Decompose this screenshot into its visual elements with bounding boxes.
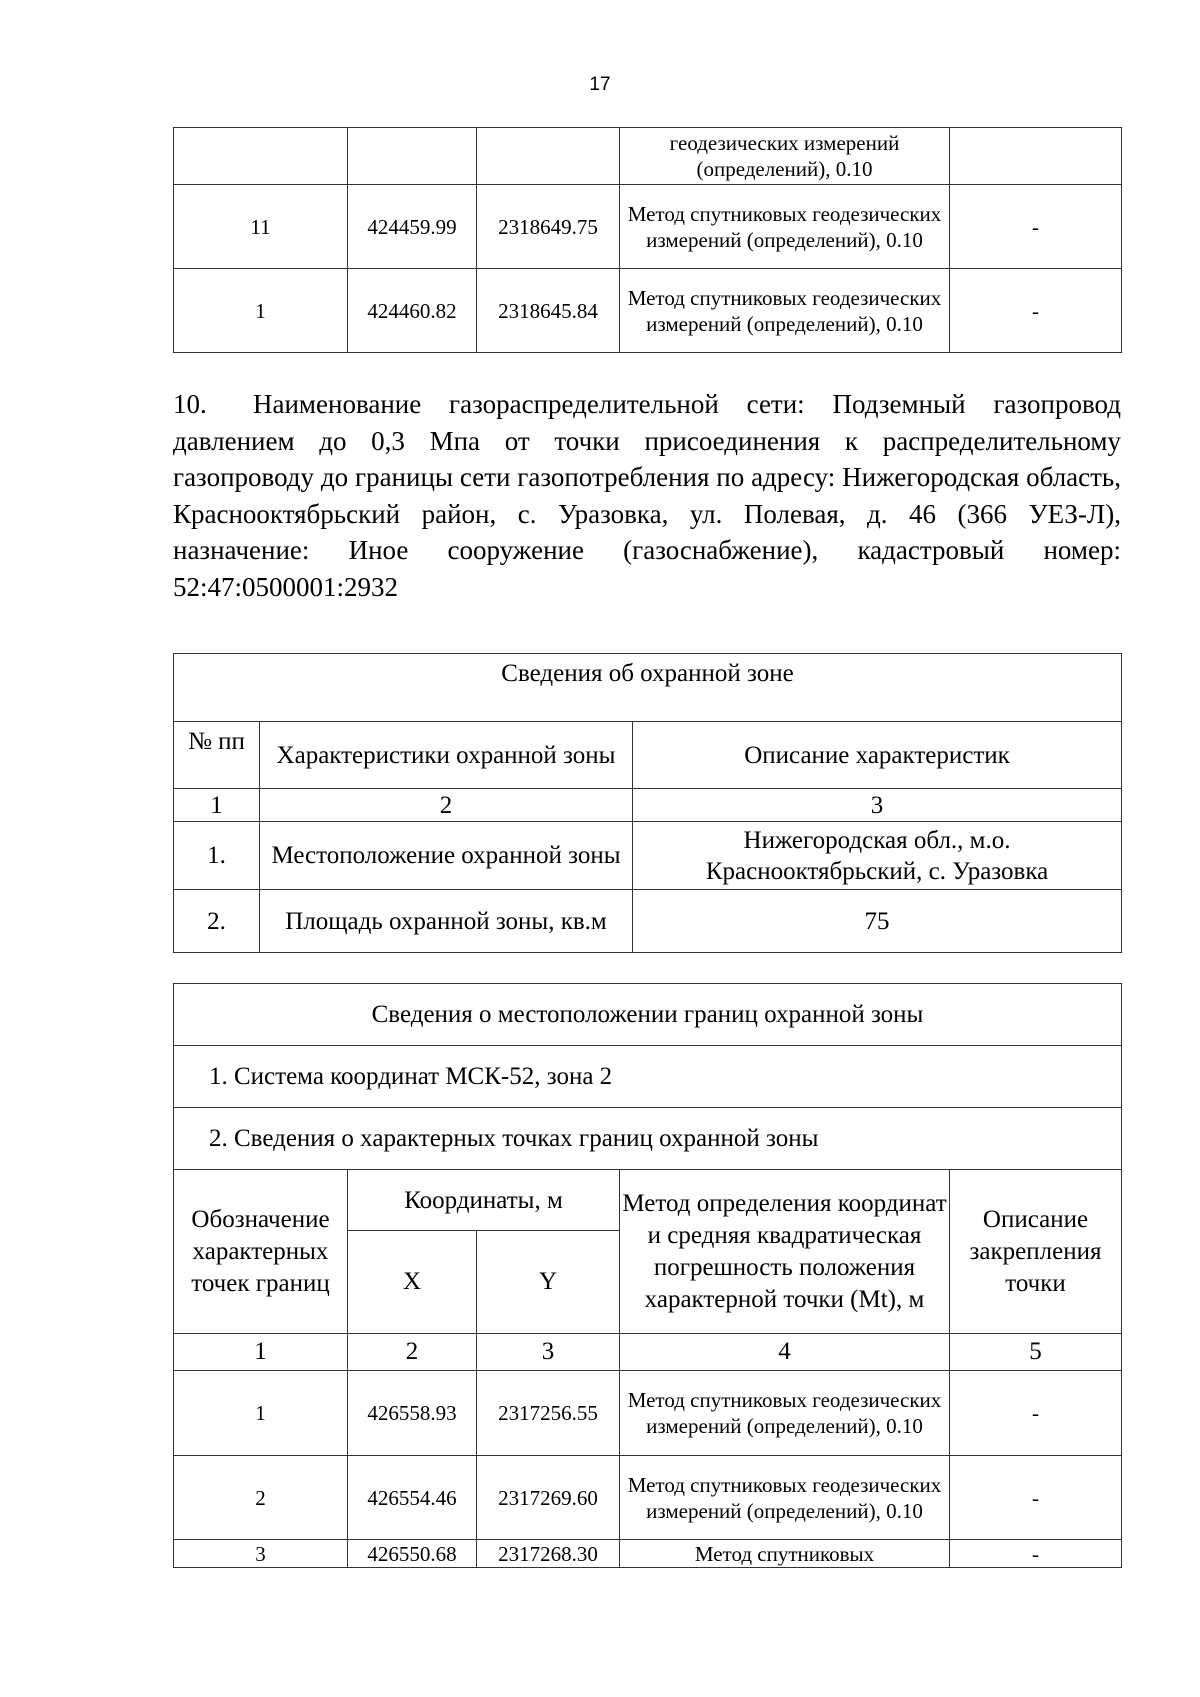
col-header-method: Метод определения координат и средняя квадратическая погрешность положения характерной точки (Mt), м: [620, 1170, 950, 1334]
y-cell: 2317269.60: [477, 1456, 620, 1540]
characteristic-value: 75: [633, 890, 1122, 953]
method-cell: Метод спутниковых геодезических измерений (определений), 0.10: [620, 185, 950, 269]
column-numbers-row: [174, 1334, 1122, 1371]
y-cell: [477, 128, 620, 185]
col-header-number: № пп: [174, 722, 260, 789]
table-header-row: [174, 722, 1122, 789]
table-row: [174, 1371, 1122, 1456]
characteristic-value: Нижегородская обл., м.о. Краснооктябрьский, с. Уразовка: [633, 822, 1122, 890]
table-row: [174, 1540, 1122, 1568]
desc-cell: -: [950, 1371, 1122, 1456]
table-row: [174, 890, 1122, 953]
x-cell: 424460.82: [348, 269, 477, 353]
col-number: 3: [477, 1334, 620, 1371]
characteristic-name: Местоположение охранной зоны: [260, 822, 633, 890]
y-cell: 2317268.30: [477, 1540, 620, 1568]
col-header-x: X: [348, 1231, 477, 1334]
method-cell: Метод спутниковых геодезических измерений (определений), 0.10: [620, 1371, 950, 1456]
zone-table-title: Сведения об охранной зоне: [174, 654, 1122, 722]
col-number: 2: [348, 1334, 477, 1371]
table-row: [174, 822, 1122, 890]
desc-cell: -: [950, 1456, 1122, 1540]
column-numbers-row: [174, 789, 1122, 822]
col-header-fixation: Описание закрепления точки: [950, 1170, 1122, 1334]
point-cell: 1: [174, 1371, 348, 1456]
row-number: 1.: [174, 822, 260, 890]
desc-cell: -: [950, 185, 1122, 269]
table-row: [174, 269, 1122, 353]
col-number: 3: [633, 789, 1122, 822]
x-cell: 426558.93: [348, 1371, 477, 1456]
col-header-description: Описание характеристик: [633, 722, 1122, 789]
characteristic-name: Площадь охранной зоны, кв.м: [260, 890, 633, 953]
col-header-y: Y: [477, 1231, 620, 1334]
point-cell: 1: [174, 269, 348, 353]
coordinate-system-line: 1. Система координат МСК-52, зона 2: [174, 1046, 1122, 1108]
continued-coordinates-table: [173, 127, 1122, 353]
point-cell: 2: [174, 1456, 348, 1540]
points-info-line: 2. Сведения о характерных точках границ охранной зоны: [174, 1108, 1122, 1170]
section-text: Наименование газораспределительной сети: Подземный газопровод давлением до 0,3 Мпа от точки присоединения к распределительному газопроводу до границы сети газопотребления по адресу: Нижегородская область, Краснооктябрьский район, с. Уразовка, ул. Полевая, д. 46 (366 УЕЗ-Л), назначение: Иное сооружение (газоснабжение), кадастровый номер: 52:47:0500001:2932: [173, 389, 1121, 602]
y-cell: 2317256.55: [477, 1371, 620, 1456]
section-paragraph: [173, 386, 1121, 606]
col-header-coordinates: Координаты, м: [348, 1170, 620, 1231]
x-cell: 426550.68: [348, 1540, 477, 1568]
point-cell: 3: [174, 1540, 348, 1568]
col-number: 1: [174, 1334, 348, 1371]
row-number: 2.: [174, 890, 260, 953]
zone-boundaries-table: [173, 983, 1122, 1568]
x-cell: [348, 128, 477, 185]
zone-info-table: [173, 653, 1122, 953]
desc-cell: [950, 128, 1122, 185]
method-cell: Метод спутниковых: [620, 1540, 950, 1568]
point-cell: 11: [174, 185, 348, 269]
table-header-row: [174, 1170, 1122, 1231]
method-cell: Метод спутниковых геодезических измерений (определений), 0.10: [620, 269, 950, 353]
table-row: [174, 128, 1122, 185]
table-row: [174, 1456, 1122, 1540]
x-cell: 424459.99: [348, 185, 477, 269]
y-cell: 2318645.84: [477, 269, 620, 353]
page-number: 17: [589, 74, 611, 95]
col-header-characteristics: Характеристики охранной зоны: [260, 722, 633, 789]
method-cell: геодезических измерений (определений), 0.10: [620, 128, 950, 185]
desc-cell: -: [950, 1540, 1122, 1568]
col-number: 2: [260, 789, 633, 822]
col-number: 1: [174, 789, 260, 822]
y-cell: 2318649.75: [477, 185, 620, 269]
desc-cell: -: [950, 269, 1122, 353]
boundaries-table-title: Сведения о местоположении границ охранной зоны: [174, 984, 1122, 1046]
point-cell: [174, 128, 348, 185]
method-cell: Метод спутниковых геодезических измерений (определений), 0.10: [620, 1456, 950, 1540]
col-header-point: Обозначение характерных точек границ: [174, 1170, 348, 1334]
col-number: 4: [620, 1334, 950, 1371]
table-row: [174, 185, 1122, 269]
x-cell: 426554.46: [348, 1456, 477, 1540]
col-number: 5: [950, 1334, 1122, 1371]
section-number: 10.: [173, 389, 207, 419]
